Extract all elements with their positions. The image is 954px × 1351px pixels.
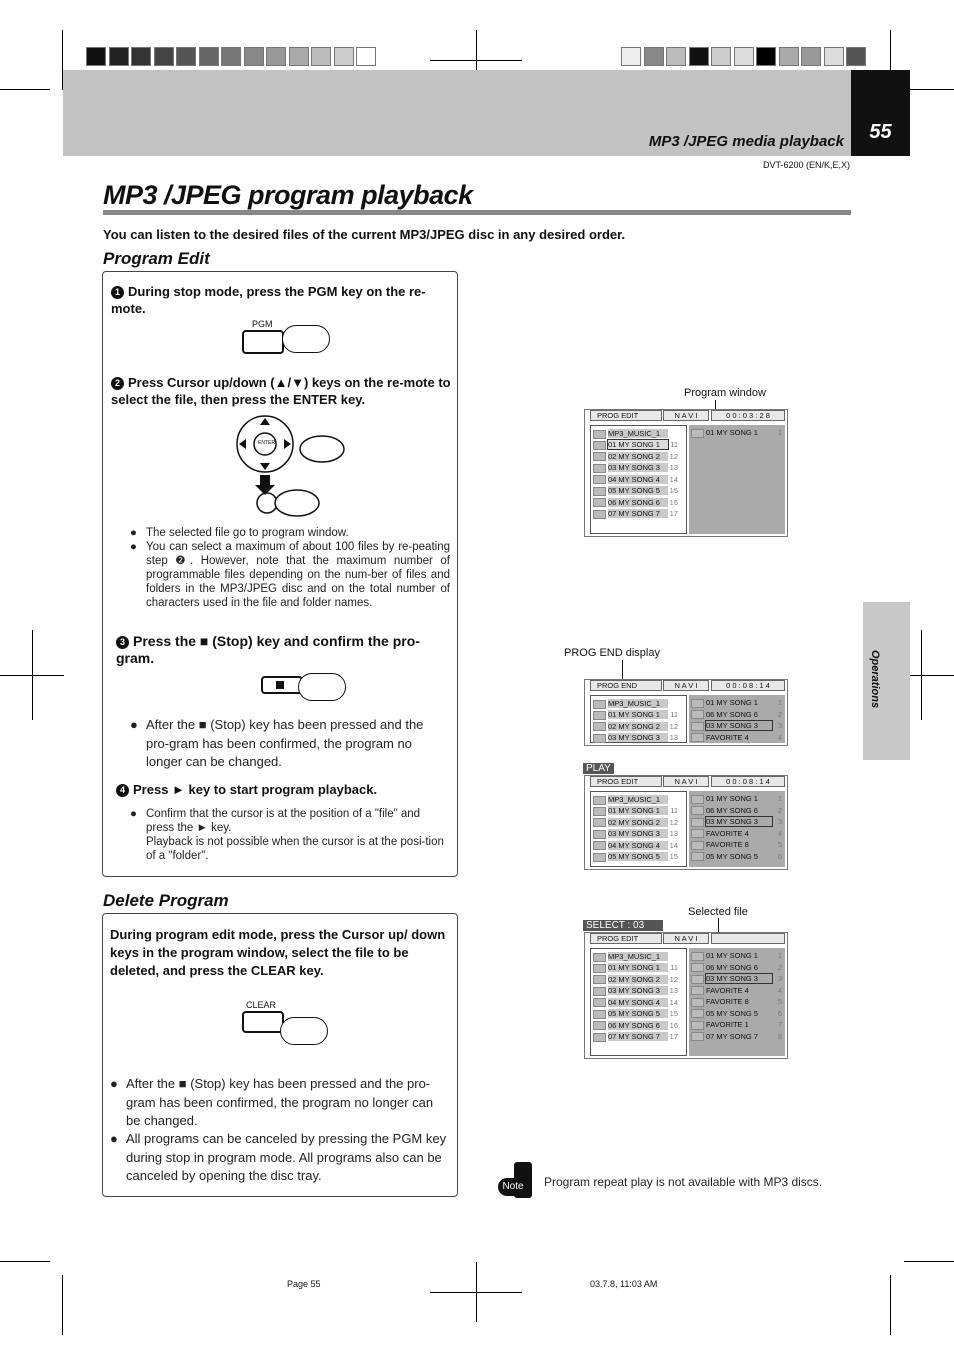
crop-mark	[62, 1275, 63, 1335]
screen-program-list	[689, 948, 785, 1056]
file-name: 01 MY SONG 1	[608, 710, 668, 719]
file-name: 01 MY SONG 1	[608, 806, 668, 815]
program-number: 6	[777, 851, 782, 861]
file-icon	[593, 1010, 606, 1019]
bullet-item: ● Confirm that the cursor is at the position of a "file" and press the ► key. Playback is not possible when the cursor is at the posi-tion of a "folder".	[130, 808, 444, 862]
note-text: Program repeat play is not available with MP3 discs.	[544, 1175, 823, 1189]
bullet-text: You can select a maximum of about 100 files by re-peating step ❷. However, note that the maximum number of programmable files depending on the num-ber of files and folders in the MP3/JPEG disc and on the total number of characters used in the file and folder names.	[146, 541, 450, 609]
file-row	[593, 1009, 678, 1018]
color-swatch	[644, 47, 664, 66]
file-name: 02 MY SONG 2	[608, 818, 668, 827]
program-file-name: FAVORITE 1	[706, 1020, 772, 1029]
file-number: 13	[669, 733, 678, 742]
color-swatch	[711, 47, 731, 66]
file-icon	[593, 853, 606, 862]
file-number: 12	[669, 974, 678, 984]
folder-name: MP3_MUSIC_1	[608, 429, 668, 438]
play-tag: PLAY	[583, 763, 614, 774]
clear-key-label: CLEAR	[246, 1000, 277, 1010]
footer-page: Page 55	[287, 1279, 321, 1289]
file-icon	[691, 998, 704, 1007]
file-icon	[691, 852, 704, 861]
file-number: 17	[669, 509, 678, 518]
screen-play	[584, 775, 788, 870]
pointing-hand-icon	[280, 1017, 328, 1045]
file-row	[593, 509, 678, 518]
file-number: 13	[669, 829, 678, 838]
screen-program-list	[689, 791, 785, 867]
file-row	[593, 841, 678, 850]
screen-mode-label: PROG EDIT	[590, 776, 662, 787]
file-name: 05 MY SONG 5	[608, 486, 668, 495]
program-file-name: 01 MY SONG 1	[706, 428, 772, 437]
footer-timestamp: 03.7.8, 11:03 AM	[590, 1279, 658, 1289]
program-row	[691, 840, 782, 849]
program-row	[691, 817, 782, 826]
screen-program-list	[689, 425, 785, 534]
program-file-name: 01 MY SONG 1	[706, 698, 772, 707]
file-name: 03 MY SONG 3	[608, 463, 668, 472]
color-swatch	[666, 47, 686, 66]
program-number: 2	[777, 709, 782, 719]
file-icon	[691, 733, 704, 742]
program-file-name: 06 MY SONG 6	[706, 710, 772, 719]
file-number: 11	[670, 710, 678, 719]
color-swatch	[154, 47, 174, 66]
delete-instruction: During program edit mode, press the Cursor up/ down keys in the program window, select the file to be deleted, and press the CLEAR key.	[110, 927, 446, 978]
clear-key-icon	[242, 1011, 284, 1033]
program-file-name: 03 MY SONG 3	[706, 974, 772, 983]
file-icon	[593, 818, 606, 827]
folder-icon	[593, 953, 606, 962]
step-text: Press Cursor up/down (▲/▼) keys on the re-mote to select the file, then press the ENTER key.	[111, 375, 451, 407]
color-swatch	[689, 47, 709, 66]
file-number: 11	[670, 963, 678, 972]
file-icon	[593, 807, 606, 816]
crop-mark	[890, 1275, 891, 1335]
screen-program-edit	[584, 409, 788, 537]
file-name: 05 MY SONG 5	[608, 852, 668, 861]
screen-file-list	[590, 948, 687, 1056]
program-row	[691, 710, 782, 719]
file-icon	[593, 734, 606, 743]
color-swatch	[846, 47, 866, 66]
file-icon	[593, 464, 606, 473]
program-number: 1	[777, 794, 782, 803]
color-swatch	[311, 47, 331, 66]
file-row	[593, 963, 678, 972]
file-icon	[593, 498, 606, 507]
folder-name: MP3_MUSIC_1	[608, 699, 668, 708]
screen-mode-label: PROG EDIT	[590, 933, 662, 944]
step-number: 3	[116, 636, 129, 649]
program-file-name: FAVORITE 8	[706, 997, 772, 1006]
screen-time	[711, 933, 785, 944]
file-icon	[593, 452, 606, 461]
file-icon	[593, 487, 606, 496]
file-number: 12	[669, 721, 678, 731]
file-row	[593, 986, 678, 995]
file-row	[593, 1021, 678, 1030]
stop-symbol-icon	[276, 681, 284, 689]
file-icon	[691, 975, 704, 984]
crop-mark	[430, 1292, 522, 1293]
color-swatch	[801, 47, 821, 66]
file-icon	[691, 986, 704, 995]
file-icon	[593, 475, 606, 484]
enter-key-label: ENTER	[258, 440, 275, 446]
bullet-item: ● The selected file go to program window.	[130, 527, 349, 539]
folder-name: MP3_MUSIC_1	[608, 795, 668, 804]
file-icon	[691, 829, 704, 838]
program-file-name: 06 MY SONG 6	[706, 806, 772, 815]
page-title: MP3 /JPEG program playback	[103, 180, 473, 210]
program-file-name: 01 MY SONG 1	[706, 794, 772, 803]
file-icon	[593, 722, 606, 731]
file-row	[593, 852, 678, 861]
screen-program-list	[689, 695, 785, 743]
color-swatch	[356, 47, 376, 66]
bullet-text: All programs can be canceled by pressing the PGM key during stop in program mode. All programs also can be canceled by opening the disc tray.	[126, 1131, 447, 1183]
program-file-name: 05 MY SONG 5	[706, 852, 772, 861]
screen-delete	[584, 932, 788, 1059]
file-icon	[593, 711, 606, 720]
bullet-item: ● You can select a maximum of about 100 files by re-peating step ❷. However, note that the maximum number of programmable files depending on the num-ber of files and folders in the MP3/JPEG disc and on the total number of characters used in the file and folder names.	[130, 541, 450, 609]
program-window-label: Program window	[684, 387, 766, 399]
program-number: 4	[777, 732, 782, 742]
color-swatch	[199, 47, 219, 66]
bullet-text: Confirm that the cursor is at the position of a "file" and press the ► key.	[146, 808, 421, 834]
bullet-text: After the ■ (Stop) key has been pressed and the pro-gram has been confirmed, the program no longer can be changed.	[126, 1076, 434, 1128]
color-swatch	[621, 47, 641, 66]
file-name: 07 MY SONG 7	[608, 1032, 668, 1041]
file-name: 05 MY SONG 5	[608, 1009, 668, 1018]
crop-mark	[904, 1261, 954, 1262]
file-row	[593, 452, 678, 461]
folder-name: MP3_MUSIC_1	[608, 952, 668, 961]
file-icon	[691, 699, 704, 708]
file-icon	[691, 1021, 704, 1030]
step-number: 2	[111, 377, 124, 390]
program-file-name: 05 MY SONG 5	[706, 1009, 772, 1018]
file-icon	[691, 795, 704, 804]
program-number: 7	[777, 1020, 782, 1029]
program-row	[691, 997, 782, 1006]
color-swatch	[734, 47, 754, 66]
file-number: 14	[669, 474, 678, 484]
file-icon	[691, 710, 704, 719]
cursor-pad-icon	[232, 415, 352, 525]
file-number: 13	[669, 463, 678, 472]
file-number: 14	[669, 840, 678, 850]
file-row	[593, 722, 678, 731]
file-number: 11	[670, 440, 678, 449]
color-swatch	[756, 47, 776, 66]
screen-file-list	[590, 791, 687, 867]
color-swatch	[131, 47, 151, 66]
file-icon	[593, 830, 606, 839]
step-text: During stop mode, press the PGM key on the re-mote.	[111, 284, 426, 316]
program-row	[691, 852, 782, 861]
program-row	[691, 794, 782, 803]
program-number: 3	[777, 974, 782, 983]
bullet-text: The selected file go to program window.	[146, 527, 349, 539]
step-2	[111, 374, 451, 408]
program-number: 4	[777, 985, 782, 995]
bullet-item: ● All programs can be canceled by pressing the PGM key during stop in program mode. All programs also can be canceled by opening the disc tray.	[110, 1131, 447, 1183]
program-row	[691, 1020, 782, 1029]
program-number: 3	[777, 817, 782, 826]
color-swatch	[289, 47, 309, 66]
file-name: 02 MY SONG 2	[608, 452, 668, 461]
program-file-name: 06 MY SONG 6	[706, 963, 772, 972]
file-icon	[593, 1021, 606, 1030]
note-icon-label: Note	[498, 1178, 528, 1196]
file-icon	[691, 722, 704, 731]
file-icon	[691, 429, 704, 438]
program-file-name: 03 MY SONG 3	[706, 817, 772, 826]
screen-navi-label: N A V I	[663, 680, 709, 691]
file-row	[593, 498, 678, 507]
note-icon	[498, 1162, 534, 1198]
color-swatch	[779, 47, 799, 66]
program-row	[691, 829, 782, 838]
program-number: 6	[777, 1008, 782, 1018]
color-swatch	[334, 47, 354, 66]
step-text: Press the ■ (Stop) key and confirm the pro-gram.	[116, 633, 420, 666]
file-row	[593, 440, 678, 449]
screen-time: 0 0 : 0 8 : 1 4	[711, 776, 785, 787]
file-row	[593, 486, 678, 495]
step-text: Press ► key to start program playback.	[133, 782, 378, 797]
section-title: MP3 /JPEG media playback	[648, 133, 844, 150]
file-name: 04 MY SONG 4	[608, 998, 668, 1007]
file-number: 16	[669, 1020, 678, 1030]
file-row	[593, 475, 678, 484]
program-row	[691, 698, 782, 707]
file-number: 14	[669, 997, 678, 1007]
file-number: 15	[669, 1009, 678, 1018]
file-row	[593, 806, 678, 815]
file-name: 03 MY SONG 3	[608, 986, 668, 995]
program-number: 8	[777, 1031, 782, 1041]
color-swatch	[266, 47, 286, 66]
bullet-text: Playback is not possible when the cursor is at the posi-tion of a "folder".	[146, 836, 444, 862]
program-file-name: 01 MY SONG 1	[706, 951, 772, 960]
bullet-item: ● After the ■ (Stop) key has been pressed and the pro-gram has been confirmed, the program no longer can be changed.	[130, 717, 424, 769]
select-tag: SELECT : 03	[583, 920, 663, 931]
file-number: 16	[669, 497, 678, 507]
program-row	[691, 986, 782, 995]
pointing-hand-icon	[298, 673, 346, 701]
delete-program-heading: Delete Program	[103, 891, 229, 910]
file-row	[593, 818, 678, 827]
model-number: DVT-6200 (EN/K,E,X)	[762, 160, 850, 170]
program-file-name: FAVORITE 4	[706, 829, 772, 838]
file-icon	[691, 818, 704, 827]
file-name: 03 MY SONG 3	[608, 829, 668, 838]
file-name: 06 MY SONG 6	[608, 498, 668, 507]
file-row	[593, 998, 678, 1007]
folder-row	[593, 429, 668, 438]
title-rule	[103, 210, 851, 215]
file-icon	[593, 964, 606, 973]
file-row	[593, 975, 678, 984]
prog-end-label: PROG END display	[564, 647, 660, 659]
pgm-key-icon	[242, 330, 284, 354]
program-file-name: FAVORITE 4	[706, 733, 772, 742]
file-number: 12	[669, 817, 678, 827]
selected-file-label: Selected file	[688, 906, 748, 918]
file-icon	[593, 841, 606, 850]
step-3	[116, 633, 452, 667]
file-name: 01 MY SONG 1	[608, 963, 668, 972]
program-number: 1	[777, 698, 782, 707]
step-number: 4	[116, 784, 129, 797]
file-row	[593, 829, 678, 838]
file-icon	[691, 806, 704, 815]
file-number: 13	[669, 986, 678, 995]
program-number: 5	[777, 840, 782, 849]
folder-icon	[593, 430, 606, 439]
program-file-name: FAVORITE 4	[706, 986, 772, 995]
screen-mode-label: PROG END	[590, 680, 662, 691]
file-number: 12	[669, 451, 678, 461]
file-name: 04 MY SONG 4	[608, 475, 668, 484]
folder-icon	[593, 796, 606, 805]
step-number: 1	[111, 286, 124, 299]
file-icon	[691, 963, 704, 972]
bullet-item: ● After the ■ (Stop) key has been pressed and the pro-gram has been confirmed, the program no longer can be changed.	[110, 1076, 434, 1128]
folder-row	[593, 699, 668, 708]
crop-mark	[904, 89, 954, 90]
file-row	[593, 710, 678, 719]
color-swatch	[86, 47, 106, 66]
program-row	[691, 974, 782, 983]
file-icon	[593, 975, 606, 984]
file-icon	[593, 998, 606, 1007]
folder-icon	[593, 700, 606, 709]
bullet-text: After the ■ (Stop) key has been pressed and the pro-gram has been confirmed, the program no longer can be changed.	[146, 717, 424, 769]
file-icon	[593, 987, 606, 996]
folder-row	[593, 952, 668, 961]
pgm-key-label: PGM	[252, 319, 273, 329]
color-swatch	[824, 47, 844, 66]
program-file-name: 03 MY SONG 3	[706, 721, 772, 730]
program-number: 2	[777, 962, 782, 972]
file-name: 02 MY SONG 2	[608, 722, 668, 731]
file-icon	[593, 441, 606, 450]
screen-navi-label: N A V I	[663, 933, 709, 944]
program-number: 1	[777, 951, 782, 960]
file-name: 06 MY SONG 6	[608, 1021, 668, 1030]
file-icon	[593, 510, 606, 519]
step-4	[116, 781, 452, 798]
crop-mark	[430, 60, 522, 61]
screen-prog-end	[584, 679, 788, 746]
screen-file-list	[590, 695, 687, 743]
file-row	[593, 1032, 678, 1041]
program-number: 4	[777, 828, 782, 838]
file-icon	[691, 1032, 704, 1041]
screen-file-list	[590, 425, 687, 534]
screen-time: 0 0 : 0 8 : 1 4	[711, 680, 785, 691]
program-row	[691, 951, 782, 960]
step-1	[111, 283, 451, 317]
program-number: 2	[777, 805, 782, 815]
file-name: 02 MY SONG 2	[608, 975, 668, 984]
color-swatch	[109, 47, 129, 66]
file-icon	[691, 952, 704, 961]
program-row	[691, 721, 782, 730]
screen-navi-label: N A V I	[663, 410, 709, 421]
file-icon	[691, 841, 704, 850]
program-file-name: FAVORITE 8	[706, 840, 772, 849]
program-file-name: 07 MY SONG 7	[706, 1032, 772, 1041]
screen-navi-label: N A V I	[663, 776, 709, 787]
screen-time: 0 0 : 0 3 : 2 8	[711, 410, 785, 421]
file-name: 01 MY SONG 1	[608, 440, 668, 449]
file-icon	[691, 1009, 704, 1018]
program-row	[691, 963, 782, 972]
crop-mark	[0, 89, 50, 90]
crop-mark	[0, 675, 64, 676]
color-swatch	[244, 47, 264, 66]
intro-text: You can listen to the desired files of the current MP3/JPEG disc in any desired order.	[103, 227, 626, 242]
color-swatch	[176, 47, 196, 66]
program-row	[691, 733, 782, 742]
file-icon	[593, 1033, 606, 1042]
page-number: 55	[869, 121, 892, 143]
folder-row	[593, 795, 668, 804]
file-name: 03 MY SONG 3	[608, 733, 668, 742]
program-edit-heading: Program Edit	[103, 249, 210, 268]
file-number: 15	[669, 852, 678, 861]
file-number: 11	[670, 806, 678, 815]
file-name: 07 MY SONG 7	[608, 509, 668, 518]
crop-mark	[0, 1261, 50, 1262]
file-number: 17	[669, 1032, 678, 1041]
pointing-hand-icon	[282, 325, 330, 353]
screen-mode-label: PROG EDIT	[590, 410, 662, 421]
side-tab-label: Operations	[869, 650, 881, 709]
file-row	[593, 463, 678, 472]
file-number: 15	[669, 486, 678, 495]
program-row	[691, 428, 782, 437]
program-row	[691, 1032, 782, 1041]
program-number: 1	[777, 428, 782, 437]
program-row	[691, 806, 782, 815]
program-number: 5	[777, 997, 782, 1006]
color-swatch	[221, 47, 241, 66]
program-row	[691, 1009, 782, 1018]
file-row	[593, 733, 678, 742]
program-number: 3	[777, 721, 782, 730]
file-name: 04 MY SONG 4	[608, 841, 668, 850]
